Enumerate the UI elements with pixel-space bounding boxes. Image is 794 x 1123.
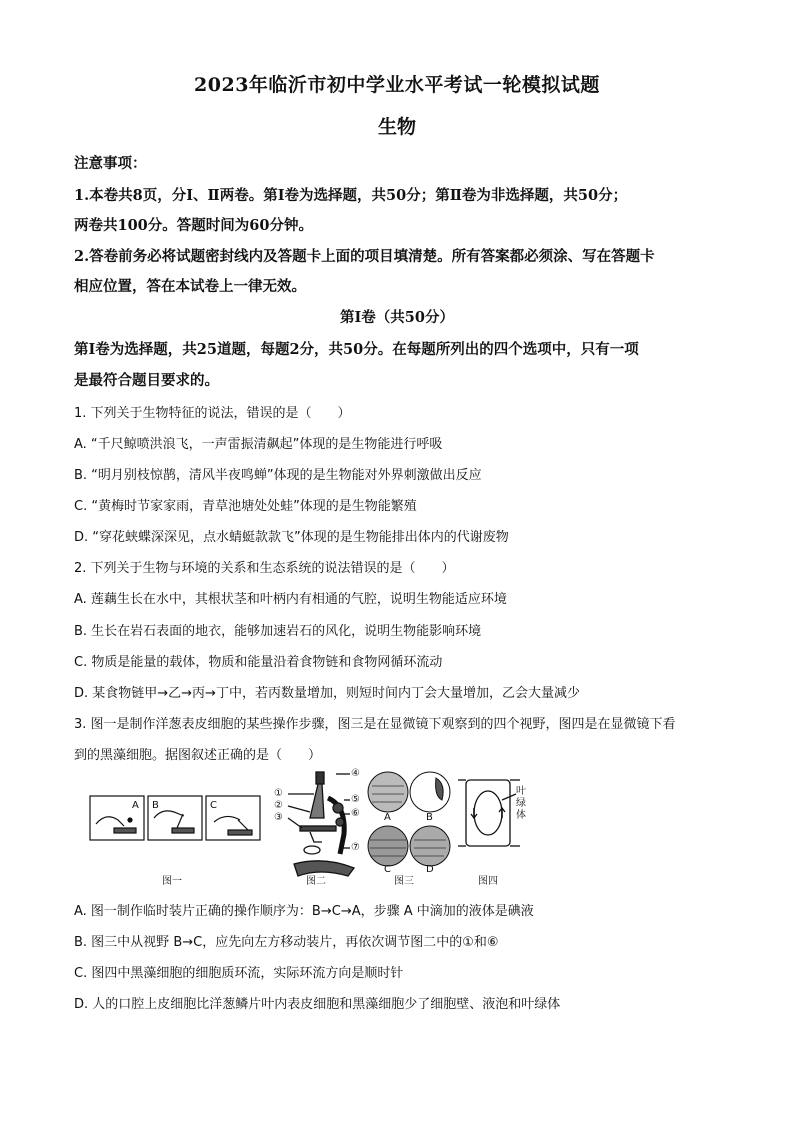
figure2-caption: 图二 [306, 876, 326, 887]
fig2-part-label: ③ [274, 812, 283, 823]
fig3-view-b [410, 772, 450, 812]
fig3-view-a [368, 772, 408, 812]
figure1-caption: 图一 [162, 876, 182, 887]
question-option: B. “明月别枝惊鹊，清风半夜鸣蝉”体现的是生物能对外界刺激做出反应 [74, 468, 482, 483]
fig2-part-label: ⑦ [351, 842, 360, 853]
fig3-view-label: A [384, 812, 391, 823]
question-option: A. 莲藕生长在水中，其根状茎和叶柄内有相通的气腔，说明生物能适应环境 [74, 592, 507, 607]
question-option: B. 图三中从视野 B→C，应先向左方移动装片，再依次调节图二中的①和⑥ [74, 935, 499, 950]
fig2-part-label: ① [274, 788, 283, 799]
question-stem: 1. 下列关于生物特征的说法，错误的是（ ） [74, 406, 351, 421]
question-stem: 2. 下列关于生物与环境的关系和生态系统的说法错误的是（ ） [74, 561, 455, 576]
fig2-part-label: ④ [351, 768, 360, 779]
question-option: B. 生长在岩石表面的地衣，能够加速岩石的风化，说明生物能影响环境 [74, 624, 482, 639]
part1-heading: 第Ⅰ卷（共50分） [340, 309, 454, 326]
notice-heading: 注意事项： [74, 155, 147, 172]
fig3-view-label: B [426, 812, 433, 823]
question-stem: 3. 图一是制作洋葱表皮细胞的某些操作步骤，图三是在显微镜下观察到的四个视野，图四是在显微镜下看 [74, 717, 676, 732]
figure3-caption: 图三 [394, 876, 414, 887]
figure3-views [368, 772, 450, 866]
question-option: C. 物质是能量的载体，物质和能量沿着食物链和食物网循环流动 [74, 655, 443, 670]
subject-title: 生物 [377, 116, 416, 138]
figure-group [88, 768, 528, 890]
fig2-part-label: ② [274, 800, 283, 811]
part1-intro: 第Ⅰ卷为选择题，共25道题，每题2分，共50分。在每题所列出的四个选项中，只有一项 [74, 341, 639, 358]
notice-line: 2.答卷前务必将试题密封线内及答题卡上面的项目填清楚。所有答案都必须涂、写在答题卡 [74, 248, 655, 265]
fig2-part-label: ⑤ [351, 794, 360, 805]
notice-line: 相应位置，答在本试卷上一律无效。 [74, 278, 306, 295]
question-stem: 到的黑藻细胞。据图叙述正确的是（ ） [74, 748, 322, 763]
figure4-cell [458, 780, 520, 846]
question-option: C. “黄梅时节家家雨，青草池塘处处蛙”体现的是生物能繁殖 [74, 499, 417, 514]
fig3-view-d [410, 826, 450, 866]
exam-title: 2023年临沂市初中学业水平考试一轮模拟试题 [194, 74, 600, 96]
question-option: A. “千尺鲸喷洪浪飞，一声雷振清飙起”体现的是生物能进行呼吸 [74, 437, 443, 452]
question-option: D. 人的口腔上皮细胞比洋葱鳞片叶内表皮细胞和黑藻细胞少了细胞壁、液泡和叶绿体 [74, 997, 561, 1012]
fig3-view-label: D [426, 864, 434, 875]
fig1-step-label: B [152, 800, 159, 811]
question-option: D. 某食物链甲→乙→丙→丁中，若丙数量增加，则短时间内丁会大量增加，乙会大量减少 [74, 686, 580, 701]
notice-line: 两卷共100分。答题时间为60分钟。 [74, 217, 313, 234]
fig1-step-label: A [132, 800, 139, 811]
fig1-step-label: C [210, 800, 217, 811]
question-option: D. “穿花蛱蝶深深见，点水蜻蜓款款飞”体现的是生物能排出体内的代谢废物 [74, 530, 509, 545]
question-option: C. 图四中黑藻细胞的细胞质环流，实际环流方向是顺时针 [74, 966, 404, 981]
figure1 [90, 796, 260, 840]
fig4-chloroplast-label: 体 [516, 810, 526, 821]
fig3-view-c [368, 826, 408, 866]
fig4-chloroplast-label: 叶 [516, 786, 526, 797]
figure2-microscope [288, 772, 354, 876]
fig3-view-label: C [384, 864, 391, 875]
question-option: A. 图一制作临时装片正确的操作顺序为：B→C→A，步骤 A 中滴加的液体是碘液 [74, 904, 534, 919]
fig2-part-label: ⑥ [351, 808, 360, 819]
figure4-caption: 图四 [478, 876, 498, 887]
notice-line: 1.本卷共8页，分Ⅰ、Ⅱ两卷。第Ⅰ卷为选择题，共50分；第Ⅱ卷为非选择题，共50分； [74, 187, 628, 204]
part1-intro: 是最符合题目要求的。 [74, 372, 219, 389]
fig4-chloroplast-label: 绿 [516, 798, 526, 809]
